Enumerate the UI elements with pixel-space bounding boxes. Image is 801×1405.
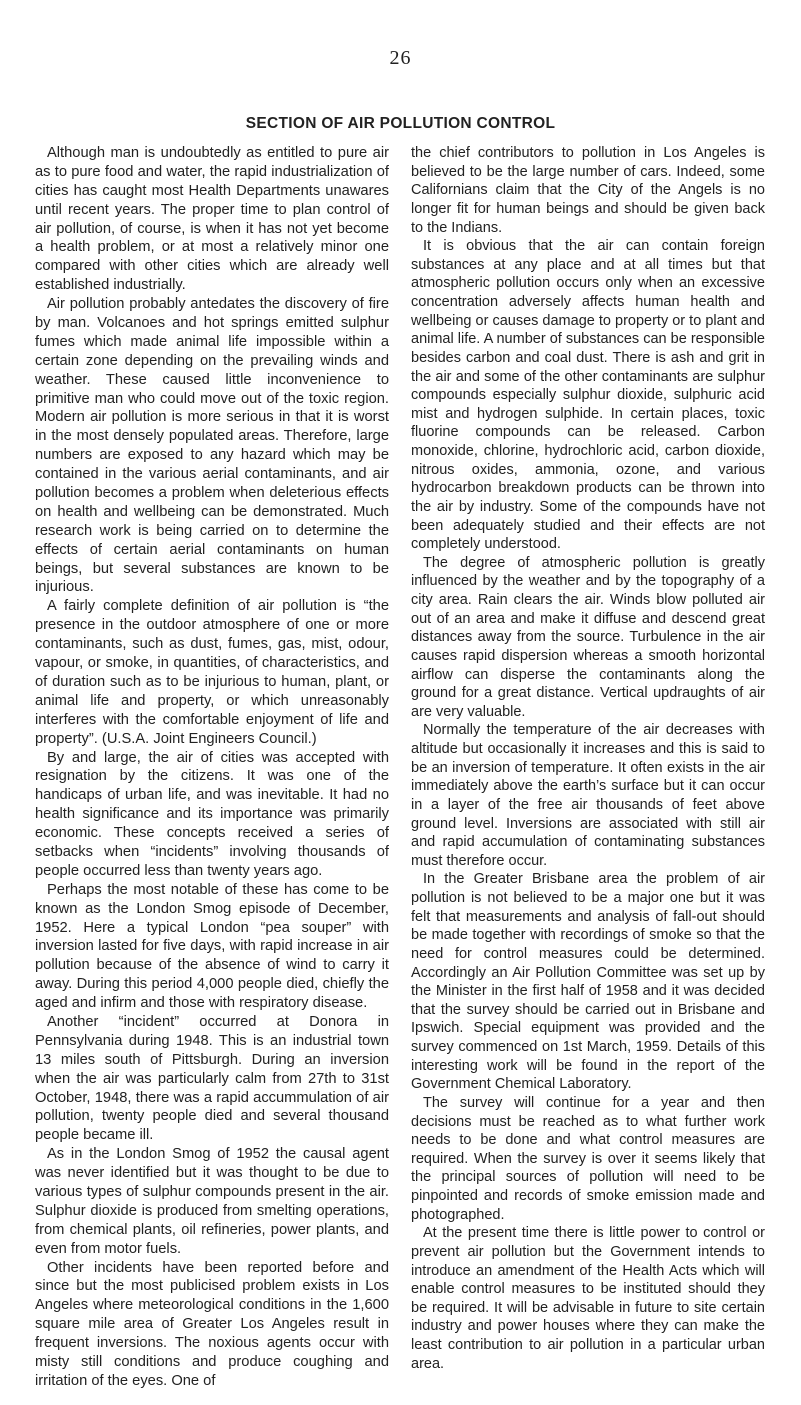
paragraph: Normally the temperature of the air decreases with altitude but occasionally it increases and this is said to be an inversion of temperature. It often exists in the air immediately above the earth’s surface but it can occur in a layer of the free air thousands of feet above ground level. Inversions are associated with still air and rapid accumulation of contaminating substances must therefore occur.	[411, 722, 765, 869]
section-title: SECTION OF AIR POLLUTION CONTROL	[245, 115, 556, 132]
paragraph: The degree of atmospheric pollution is greatly influenced by the weather and by the topography of a city area. Rain clears the air. Winds blow polluted air out of an area and make it diffuse and descend great distances away from the source. Turbulence in the air causes rapid dispersion whereas a smooth horizontal airflow can disperse the contaminants along the ground for a great distance. Vertical updraughts of air are very valuable.	[411, 554, 765, 720]
paragraph: At the present time there is little power to control or prevent air pollution but the Government intends to introduce an amendment of the Health Acts which will enable control measures to be instituted should they be required. It will be advisable in future to site certain industry and power houses where they can make the least contribution to air pollution in a particular urban area.	[411, 1225, 765, 1372]
paragraph: Another “incident” occurred at Donora in Pennsylvania during 1948. This is an industrial town 13 miles south of Pittsburgh. During an inversion when the air was particularly calm from 27th to 31st October, 1948, there was a rapid accummulation of air pollution, twenty people died and several thousand people became ill.	[35, 1013, 389, 1144]
paragraph: It is obvious that the air can contain foreign substances at any place and at all times but that atmospheric pollution occurs only when an excessive concentration adversely affects human health and wellbeing or causes damage to property or to plant and animal life. A number of substances can be responsible besides carbon and coal dust. There is ash and grit in the air and some of the other contaminants are sulphur compounds especially sulphur dioxide, sulphuric acid mist and hydrogen sulphide. In certain places, toxic fluorine compounds can be released. Carbon monoxide, chlorine, hydrochloric acid, carbon dioxide, nitrous oxides, ammonia, ozone, and various hydrocarbon breakdown products can be thrown into the air by industry. Some of the compounds have not been adequately studied and their effects are not completely understood.	[411, 238, 765, 553]
paragraph: As in the London Smog of 1952 the causal agent was never identified but it was thought to be due to various types of sulphur compounds present in the air. Sulphur dioxide is produced from smelting operations, from chemical plants, oil refineries, power plants, and even from motor fuels.	[35, 1146, 389, 1257]
paragraph: The survey will continue for a year and then decisions must be reached as to what further work needs to be done and what control measures are required. When the survey is over it seems likely that the principal sources of pollution will need to be pinpointed and records of smoke emission made and photographed.	[411, 1094, 765, 1223]
paragraph: Perhaps the most notable of these has come to be known as the London Smog episode of December, 1952. Here a typical London “pea souper” with inversion lasted for five days, with rapid increase in air pollution because of the absence of wind to carry it away. During this period 4,000 people died, chiefly the aged and infirm and those with respiratory disease.	[35, 881, 389, 1012]
paragraph: Other incidents have been reported before and since but the most publicised problem exists in Los Angeles where meteorological conditions in the 1,600 square mile area of Greater Los Angeles result in frequent inversions. The noxious agents occur with misty still conditions and produce coughing and irritation of the eyes. One of	[35, 1259, 389, 1389]
paragraph: In the Greater Brisbane area the problem of air pollution is not believed to be a major one but it was felt that measurements and analysis of fall-out should be made together with recordings of smoke so that the need for control measures could be determined. Accordingly an Air Pollution Committee was set up by the Minister in the first half of 1958 and it was decided that the survey should be carried out in Brisbane and Ipswich. Special equipment was provided and the survey commenced on 1st March, 1959. Details of this interesting work will be found in the report of the Government Chemical Laboratory.	[411, 871, 765, 1093]
left-column	[35, 144, 389, 1391]
paragraph: Air pollution probably antedates the discovery of fire by man. Volcanoes and hot springs emitted sulphur fumes which made animal life impossible within a certain zone depending on the prevailing winds and weather. These caused little inconvenience to primitive man who could move out of the toxic region. Modern air pollution is more serious in that it is worst in the most densely populated areas. Therefore, large numbers are exposed to any hazard which may be contained in the various aerial contaminants, and air pollution becomes a problem when deleterious effects on health and wellbeing can be demonstrated. Much research work is being carried on to determine the effects of certain aerial contaminants on human beings, but several substances are known to be injurious.	[35, 296, 389, 596]
page-number: 26	[389, 47, 412, 69]
paragraph-continued: the chief contributors to pollution in Los Angeles is believed to be the large number of cars. Indeed, some Californians claim that the City of the Angels is no longer fit for human beings and should be given back to the Indians.	[411, 145, 765, 236]
paragraph: Although man is undoubtedly as entitled to pure air as to pure food and water, the rapid industrialization of cities has caught most Health Departments unawares until recent years. The proper time to plan control of air pollution, of course, is when it has not yet become a health problem, or at most a relatively minor one compared with other cities which are already well established industrially.	[35, 145, 389, 294]
paragraph: By and large, the air of cities was accepted with resignation by the citizens. It was one of the handicaps of urban life, and was inevitable. It had no health significance and its importance was primarily economic. These concepts received a series of setbacks when “incidents” involving thousands of people occurred less than twenty years ago.	[35, 749, 389, 879]
paragraph: A fairly complete definition of air pollution is “the presence in the outdoor atmosphere of one or more contaminants, such as dust, fumes, gas, mist, odour, vapour, or smoke, in quantities, of characteristics, and of duration such as to be injurious to human, plant, or animal life and property, or which unreasonably interferes with the comfortable enjoyment of life and property”. (U.S.A. Joint Engineers Council.)	[35, 598, 389, 747]
right-column	[411, 144, 765, 1373]
